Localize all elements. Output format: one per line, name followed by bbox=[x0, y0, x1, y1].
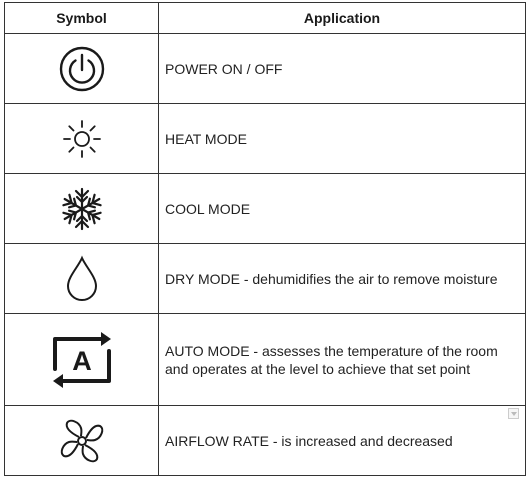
application-cell: AIRFLOW RATE - is increased and decreased bbox=[159, 406, 526, 476]
sun-icon bbox=[60, 117, 104, 161]
application-column-header: Application bbox=[159, 3, 526, 34]
table-row bbox=[5, 174, 526, 244]
fan-icon bbox=[59, 418, 105, 464]
table-row bbox=[5, 34, 526, 104]
symbol-cell bbox=[5, 104, 159, 174]
droplet-icon bbox=[64, 255, 100, 303]
auto-mode-icon bbox=[49, 329, 115, 391]
symbol-cell bbox=[5, 406, 159, 476]
table-row bbox=[5, 314, 526, 406]
application-cell: POWER ON / OFF bbox=[159, 34, 526, 104]
table-row bbox=[5, 104, 526, 174]
symbol-cell bbox=[5, 244, 159, 314]
table-row bbox=[5, 244, 526, 314]
symbol-table bbox=[4, 2, 526, 476]
power-icon bbox=[58, 45, 106, 93]
application-cell: HEAT MODE bbox=[159, 104, 526, 174]
symbol-cell bbox=[5, 34, 159, 104]
application-cell: DRY MODE - dehumidifies the air to remove moisture bbox=[159, 244, 526, 314]
symbol-cell bbox=[5, 174, 159, 244]
symbol-column-header: Symbol bbox=[5, 3, 159, 34]
application-cell: AUTO MODE - assesses the temperature of the room and operates at the level to achieve that set point bbox=[159, 314, 526, 406]
header-row bbox=[5, 3, 526, 34]
symbol-cell bbox=[5, 314, 159, 406]
auto-mode-letter: A bbox=[71, 345, 92, 376]
dropdown-arrow-icon[interactable] bbox=[508, 408, 519, 419]
snowflake-icon bbox=[58, 185, 106, 233]
table-row bbox=[5, 406, 526, 476]
application-cell: COOL MODE bbox=[159, 174, 526, 244]
